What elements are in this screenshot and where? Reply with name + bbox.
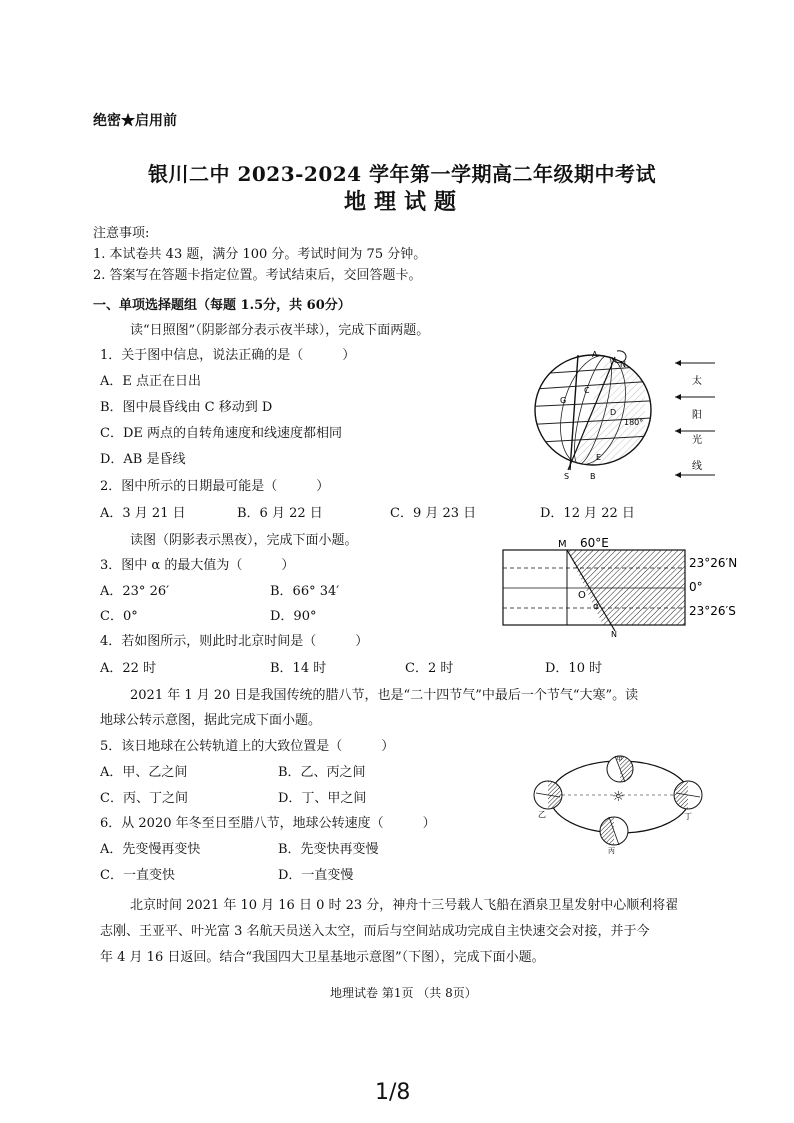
figure1-label: S — [564, 472, 570, 481]
question-5-stem: 5．该日地球在公转轨道上的大致位置是（ ） — [100, 739, 395, 754]
q3-option-d: D．90° — [270, 609, 317, 624]
figure2-label: 0° — [689, 580, 703, 594]
confidential-mark: 绝密★启用前 — [93, 113, 177, 129]
sun-icon: ☼ — [612, 789, 625, 805]
q1-option-b: B．图中晨昏线由 C 移动到 D — [100, 400, 273, 415]
sunlight-globe-figure — [520, 345, 720, 485]
figure2-label: 23°26′S — [689, 604, 736, 618]
figure1-label: A — [592, 350, 598, 359]
group-intro: 年 4 月 16 日返回。结合“我国四大卫星基地示意图”（下图），完成下面小题。 — [100, 950, 545, 965]
figure2-label: 23°26′N — [689, 556, 738, 570]
page-indicator: 1/8 — [375, 1080, 411, 1105]
q3-option-c: C．0° — [100, 609, 138, 624]
q6-option-a: A．先变慢再变快 — [100, 842, 201, 857]
notes-heading: 注意事项: — [93, 226, 150, 241]
figure2-label: N — [611, 630, 617, 639]
q5-option-d: D．丁、甲之间 — [278, 791, 367, 806]
group-intro: 读“日照图”（阴影部分表示夜半球），完成下面两题。 — [130, 323, 430, 338]
figure3-label: 丙 — [608, 847, 615, 855]
q3-option-b: B．66° 34′ — [270, 584, 340, 599]
figure1-label: 180° — [624, 418, 644, 427]
sunlight-label: 光 — [692, 435, 702, 446]
q6-option-d: D．一直变慢 — [278, 868, 354, 883]
figure3-label: 丁 — [684, 812, 692, 821]
note-item: 1. 本试卷共 43 题，满分 100 分。考试时间为 75 分钟。 — [93, 247, 427, 262]
q4-option-c: C．2 时 — [405, 661, 454, 676]
question-6-stem: 6．从 2020 年冬至日至腊八节，地球公转速度（ ） — [100, 816, 436, 831]
q5-option-b: B．乙、丙之间 — [278, 765, 366, 780]
earth-position-yi — [534, 781, 562, 809]
question-4-stem: 4．若如图所示，则此时北京时间是（ ） — [100, 634, 369, 649]
figure1-label: D — [610, 408, 617, 417]
sunlight-label: 线 — [692, 461, 702, 472]
sunlight-label: 阳 — [692, 410, 702, 421]
question-1-stem: 1．关于图中信息，说法正确的是（ ） — [100, 348, 356, 363]
group-intro: 地球公转示意图，据此完成下面小题。 — [100, 713, 322, 728]
q1-option-c: C．DE 两点的自转角速度和线速度都相同 — [100, 426, 342, 441]
q5-option-c: C．丙、丁之间 — [100, 791, 188, 806]
group-intro: 志刚、王亚平、叶光富 3 名航天员送入太空，而后与空间站成功完成自主快速交会对接，并于今 — [100, 924, 650, 939]
figure1-label: C — [584, 386, 590, 395]
figure2-label: α — [593, 602, 599, 612]
q1-option-a: A．E 点正在日出 — [100, 374, 202, 389]
q5-option-a: A．甲、乙之间 — [100, 765, 188, 780]
earth-orbit-figure — [528, 755, 713, 855]
figure1-label: E — [596, 453, 602, 462]
q6-option-c: C．一直变快 — [100, 868, 175, 883]
group-intro: 读图（阴影表示黑夜），完成下面小题。 — [130, 533, 358, 548]
question-2-stem: 2．图中所示的日期最可能是（ ） — [100, 479, 330, 494]
day-night-figure — [495, 535, 755, 640]
figure1-label: G — [560, 396, 567, 405]
group-intro: 2021 年 1 月 20 日是我国传统的腊八节，也是“二十四节气”中最后一个节气“大寒”。读 — [130, 688, 639, 703]
q4-option-d: D．10 时 — [545, 661, 603, 676]
figure2-label: 60°E — [580, 536, 609, 550]
page-footer: 地理试卷 第1页 （共 8页） — [330, 986, 477, 1000]
figure1-label: B — [590, 472, 596, 481]
note-item: 2. 答案写在答题卡指定位置。考试结束后，交回答题卡。 — [93, 268, 422, 283]
earth-position-bing — [600, 817, 628, 845]
q2-option-c: C．9 月 23 日 — [390, 506, 477, 521]
figure3-label: 甲 — [616, 755, 623, 763]
exam-title: 银川二中 2023-2024 学年第一学期高二年级期中考试 — [148, 162, 657, 186]
figure1-label: N — [620, 360, 626, 369]
earth-position-ding — [674, 781, 702, 809]
q3-option-a: A．23° 26′ — [100, 584, 170, 599]
section-heading: 一、单项选择题组（每题 1.5分，共 60分） — [93, 298, 351, 313]
group-intro: 北京时间 2021 年 10 月 16 日 0 时 23 分，神舟十三号载人飞船在酒泉卫星发射中心顺利将翟 — [130, 898, 679, 913]
figure3-label: 乙 — [538, 810, 546, 819]
sunlight-label: 太 — [692, 376, 702, 387]
q1-option-d: D．AB 是昏线 — [100, 452, 186, 467]
figure2-label: O — [578, 590, 586, 601]
q2-option-a: A．3 月 21 日 — [100, 506, 186, 521]
q6-option-b: B．先变快再变慢 — [278, 842, 379, 857]
figure2-label: M — [558, 539, 567, 550]
q2-option-d: D．12 月 22 日 — [540, 506, 635, 521]
q2-option-b: B．6 月 22 日 — [237, 506, 323, 521]
q4-option-b: B．14 时 — [270, 661, 327, 676]
question-3-stem: 3．图中 α 的最大值为（ ） — [100, 558, 295, 573]
q4-option-a: A．22 时 — [100, 661, 157, 676]
globe-grid — [520, 348, 670, 472]
subject-title: 地理试题 — [344, 189, 465, 215]
